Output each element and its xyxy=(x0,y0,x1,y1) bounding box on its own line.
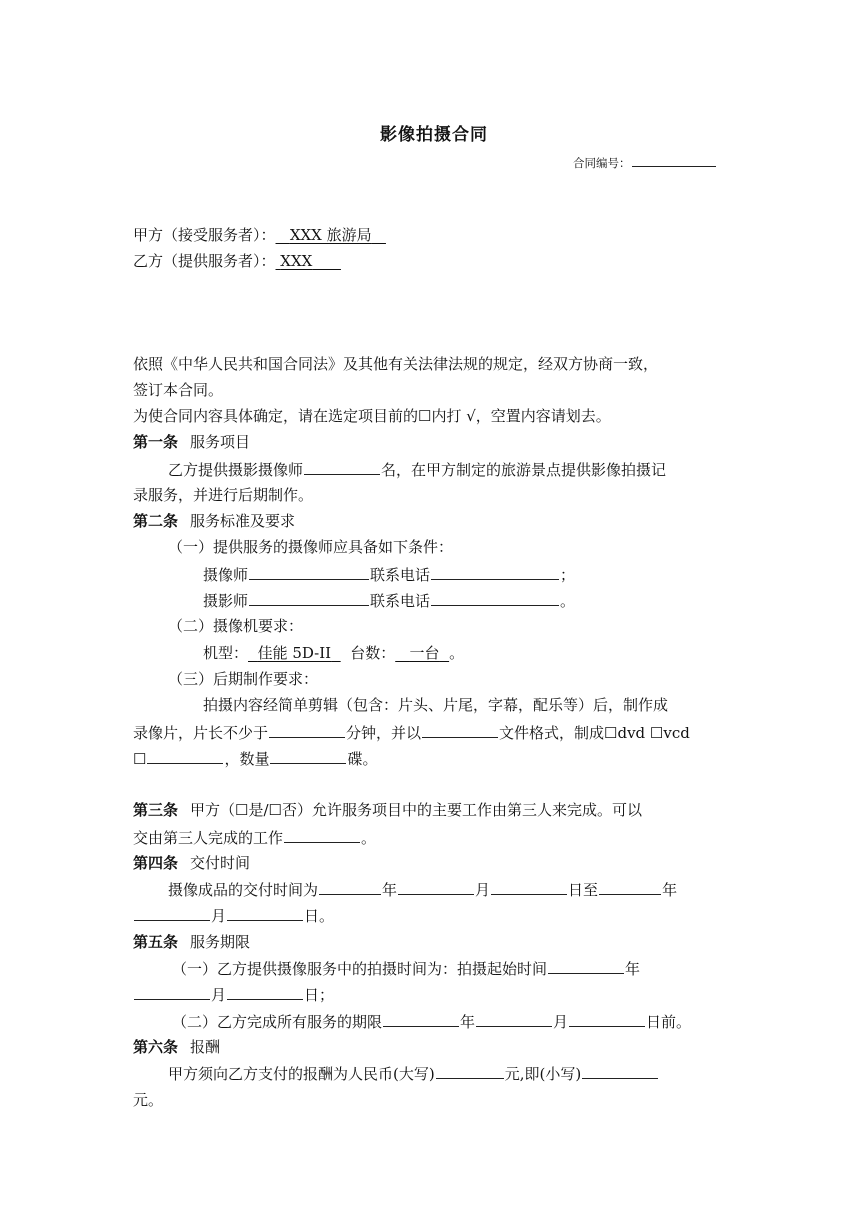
service-period-line-2: 月 日； xyxy=(133,984,334,1005)
completion-day-blank[interactable] xyxy=(569,1011,645,1027)
shoot-start-year-blank[interactable] xyxy=(548,958,624,974)
article-6-heading xyxy=(133,1037,220,1057)
post-production-line-2: 录像片，片长不少于 分钟，并以 文件格式，制成☐dvd ☐vcd xyxy=(133,724,690,742)
article-4-number: 第四条 xyxy=(133,854,179,872)
party-a-line xyxy=(133,225,386,245)
party-a-value: XXX 旅游局 xyxy=(289,226,372,244)
camera-line: 机型： 佳能 5D-II 台数： 一台 。 xyxy=(203,644,465,662)
party-b-line xyxy=(133,251,341,271)
photographer-count-blank[interactable] xyxy=(304,459,380,475)
party-b-label: 乙方（提供服务者）： xyxy=(133,252,276,270)
delivery-start-year-blank[interactable] xyxy=(319,879,381,895)
intro-line-2: 签订本合同。 xyxy=(133,381,224,399)
article-1-paragraph-2: 录服务，并进行后期制作。 xyxy=(133,486,314,504)
article-6-number: 第六条 xyxy=(133,1038,179,1056)
post-production-line-1: 拍摄内容经简单剪辑（包含：片头、片尾，字幕，配乐等）后，制作成 xyxy=(203,696,669,714)
delivery-end-year-blank[interactable] xyxy=(599,879,661,895)
shoot-start-month-blank[interactable] xyxy=(134,984,210,1000)
shoot-start-day-blank[interactable] xyxy=(227,984,303,1000)
article-3-line-1: 第三条 甲方（☐是/☐否）允许服务项目中的主要工作由第三人来完成。可以 xyxy=(133,801,642,819)
article-3-number: 第三条 xyxy=(133,801,179,819)
videographer-phone-blank[interactable] xyxy=(431,564,559,580)
article-2-heading xyxy=(133,511,295,531)
article-2-title: 服务标准及要求 xyxy=(190,512,296,530)
intro-line-3: 为使合同内容具体确定，请在选定项目前的☐内打 √，空置内容请划去。 xyxy=(133,407,611,425)
intro-line-1: 依照《中华人民共和国合同法》及其他有关法律法规的规定，经双方协商一致， xyxy=(133,355,659,373)
third-party-work-blank[interactable] xyxy=(284,827,360,843)
contract-number xyxy=(573,155,717,171)
article-5-heading xyxy=(133,932,250,952)
delivery-start-day-blank[interactable] xyxy=(491,879,567,895)
payment-uppercase-blank[interactable] xyxy=(436,1063,504,1079)
photographer-phone-blank[interactable] xyxy=(431,590,559,606)
article-5-number: 第五条 xyxy=(133,933,179,951)
photographer-line: 摄影师 联系电话 。 xyxy=(203,592,576,610)
photographer-name-blank[interactable] xyxy=(249,590,369,606)
disc-quantity-blank[interactable] xyxy=(270,748,346,764)
payment-line-2: 元。 xyxy=(133,1091,164,1109)
article-2-sub-1: （一）提供服务的摄像师应具备如下条件： xyxy=(168,538,454,556)
other-format-blank[interactable] xyxy=(147,748,223,764)
payment-line-1: 甲方须向乙方支付的报酬为人民币(大写) 元,即(小写) xyxy=(168,1063,659,1084)
delivery-start-month-blank[interactable] xyxy=(398,879,474,895)
document-title: 影像拍摄合同 xyxy=(380,125,488,145)
article-2-sub-2: （二）摄像机要求： xyxy=(168,617,304,635)
service-period-line-3: （二）乙方完成所有服务的期限 年 月 日前。 xyxy=(172,1013,692,1031)
completion-year-blank[interactable] xyxy=(383,1011,459,1027)
article-5-title: 服务期限 xyxy=(190,933,251,951)
article-1-paragraph-1: 乙方提供摄影摄像师 名，在甲方制定的旅游景点提供影像拍摄记 xyxy=(168,461,667,479)
delivery-end-month-blank[interactable] xyxy=(134,905,210,921)
contract-number-blank[interactable] xyxy=(632,156,716,167)
party-b-value: XXX xyxy=(280,252,313,270)
service-period-line-1: （一）乙方提供摄像服务中的拍摄时间为：拍摄起始时间 年 xyxy=(172,960,641,978)
contract-number-label: 合同编号： xyxy=(573,156,631,170)
article-4-title: 交付时间 xyxy=(190,854,251,872)
delivery-end-day-blank[interactable] xyxy=(227,905,303,921)
article-1-title: 服务项目 xyxy=(190,433,251,451)
duration-blank[interactable] xyxy=(269,722,345,738)
completion-month-blank[interactable] xyxy=(476,1011,552,1027)
article-4-heading xyxy=(133,853,250,873)
article-1-heading xyxy=(133,432,250,452)
file-format-blank[interactable] xyxy=(422,722,498,738)
party-a-label: 甲方（接受服务者）： xyxy=(133,226,276,244)
camera-model-value: 佳能 5D-II xyxy=(257,644,332,662)
post-production-line-3: ☐ ，数量 碟。 xyxy=(133,750,378,768)
article-2-number: 第二条 xyxy=(133,512,179,530)
payment-lowercase-blank[interactable] xyxy=(582,1063,658,1079)
videographer-name-blank[interactable] xyxy=(249,564,369,580)
camera-count-value: 一台 xyxy=(409,644,440,662)
article-3-line-2: 交由第三人完成的工作 。 xyxy=(133,829,377,847)
delivery-time-line-1: 摄像成品的交付时间为 年 月 日至 年 xyxy=(168,881,678,899)
videographer-line: 摄像师 联系电话 ； xyxy=(203,566,576,584)
article-6-title: 报酬 xyxy=(190,1038,221,1056)
article-1-number: 第一条 xyxy=(133,433,179,451)
delivery-time-line-2: 月 日。 xyxy=(133,905,334,926)
article-2-sub-3: （三）后期制作要求： xyxy=(168,670,319,688)
